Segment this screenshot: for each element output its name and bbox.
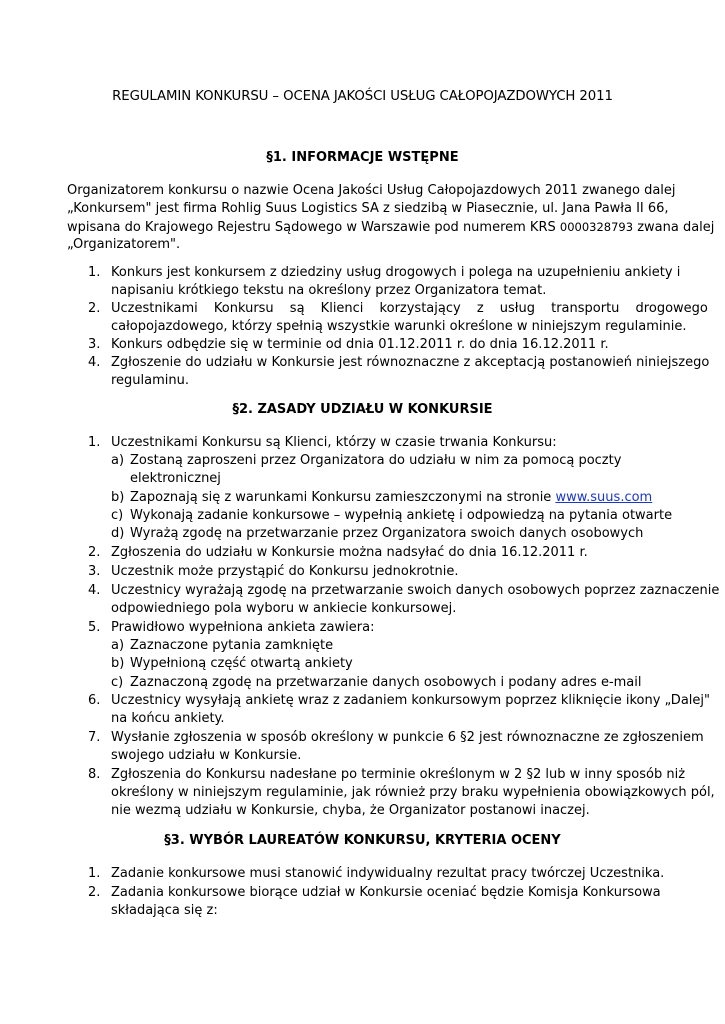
s2-item-6-line-2: na końcu ankiety. xyxy=(111,711,225,726)
s2-sub5-b-text: Wypełnioną część otwartą ankiety xyxy=(130,656,353,671)
s3-item-1-text: Zadanie konkursowe musi stanowić indywidualny rezultat pracy twórczej Uczestnika. xyxy=(111,866,665,881)
s2-item-7-line-1: Wysłanie zgłoszenia w sposób określony w punkcie 6 §2 jest równoznaczne ze zgłoszeniem xyxy=(111,730,704,745)
s2-item-5-number: 5. xyxy=(88,620,101,635)
s3-item-2-number: 2. xyxy=(88,885,101,900)
intro-line-4: „Organizatorem". xyxy=(67,237,181,252)
s2-item-8-line-2: określony w niniejszym regulaminie, jak również przy braku wypełnienia obowiązkowych pól, xyxy=(111,785,715,800)
s1-item-4-line-2: regulaminu. xyxy=(111,373,190,388)
s2-sub-b-text: Zapoznają się z warunkami Konkursu zamieszczonymi na stronie www.suus.com xyxy=(130,490,653,505)
s3-item-1-number: 1. xyxy=(88,866,101,881)
s2-item-6-number: 6. xyxy=(88,693,101,708)
s2-sub-d-text: Wyrażą zgodę na przetwarzanie przez Organizatora swoich danych osobowych xyxy=(130,526,644,541)
s2-sub-c-letter: c) xyxy=(111,508,124,523)
s1-item-3-line-1: Konkurs odbędzie się w terminie od dnia 01.12.2011 r. do dnia 16.12.2011 r. xyxy=(111,337,609,352)
s2-sub-a-letter: a) xyxy=(111,453,125,468)
s2-item-4-number: 4. xyxy=(88,583,101,598)
suus-website-link[interactable]: www.suus.com xyxy=(555,490,653,505)
s2-item-8-line-3: nie wezmą udziału w Konkursie, chyba, że Organizator postanowi inaczej. xyxy=(111,803,590,818)
s2-sub-a-line-1: Zostaną zaproszeni przez Organizatora do udziału w nim za pomocą poczty xyxy=(130,453,622,468)
s2-item-7-line-2: swojego udziału w Konkursie. xyxy=(111,748,302,763)
s1-item-4-number: 4. xyxy=(88,355,101,370)
intro-line-3: wpisana do Krajowego Rejestru Sądowego w Warszawie pod numerem KRS 0000328793 zwana dalej xyxy=(67,220,715,235)
s1-item-3-number: 3. xyxy=(88,337,101,352)
s2-sub-d-letter: d) xyxy=(111,526,125,541)
s2-item-5-text: Prawidłowo wypełniona ankieta zawiera: xyxy=(111,620,375,635)
s2-item-8-line-1: Zgłoszenia do Konkursu nadesłane po terminie określonym w 2 §2 lub w inny sposób niż xyxy=(111,767,686,782)
s1-item-1-line-2: napisaniu krótkiego tekstu na określony przez Organizatora temat. xyxy=(111,283,547,298)
s3-item-2-line-1: Zadania konkursowe biorące udział w Konkursie oceniać będzie Komisja Konkursowa xyxy=(111,885,661,900)
s3-item-2-line-2: składająca się z: xyxy=(111,903,218,918)
s2-item-1-text: Uczestnikami Konkursu są Klienci, którzy w czasie trwania Konkursu: xyxy=(111,435,557,450)
s2-item-4-line-1: Uczestnicy wyrażają zgodę na przetwarzanie swoich danych osobowych poprzez zaznaczenie xyxy=(111,583,720,598)
s1-item-2-line-1: Uczestnikami Konkursu są Klienci korzystający z usług transportu drogowego xyxy=(111,301,708,316)
s2-sub5-a-letter: a) xyxy=(111,638,125,653)
s2-sub5-c-letter: c) xyxy=(111,675,124,690)
s2-item-2-text: Zgłoszenia do udziału w Konkursie można nadsyłać do dnia 16.12.2011 r. xyxy=(111,545,588,560)
s2-item-7-number: 7. xyxy=(88,730,101,745)
s2-sub-b-letter: b) xyxy=(111,490,125,505)
intro-line-2: „Konkursem" jest firma Rohlig Suus Logistics SA z siedzibą w Piasecznie, ul. Jana Pawła II 66, xyxy=(67,201,669,216)
s1-item-1-number: 1. xyxy=(88,265,101,280)
s1-item-2-number: 2. xyxy=(88,301,101,316)
s1-item-4-line-1: Zgłoszenie do udziału w Konkursie jest równoznaczne z akceptacją postanowień niniejszego xyxy=(111,355,710,370)
s2-item-8-number: 8. xyxy=(88,767,101,782)
s2-item-6-line-1: Uczestnicy wysyłają ankietę wraz z zadaniem konkursowym poprzez kliknięcie ikony „Dalej" xyxy=(111,693,710,708)
s2-item-2-number: 2. xyxy=(88,545,101,560)
s2-sub5-b-letter: b) xyxy=(111,656,125,671)
intro-line-1: Organizatorem konkursu o nazwie Ocena Jakości Usług Całopojazdowych 2011 zwanego dalej xyxy=(67,183,676,198)
s2-sub-c-text: Wykonają zadanie konkursowe – wypełnią ankietę i odpowiedzą na pytania otwarte xyxy=(130,508,673,523)
section3-heading: §3. WYBÓR LAUREATÓW KONKURSU, KRYTERIA OCENY xyxy=(164,833,561,848)
s2-sub5-c-text: Zaznaczoną zgodę na przetwarzanie danych osobowych i podany adres e-mail xyxy=(130,675,642,690)
s1-item-2-line-2: całopojazdowego, którzy spełnią wszystkie warunki określone w niniejszym regulaminie. xyxy=(111,319,687,334)
section1-heading: §1. INFORMACJE WSTĘPNE xyxy=(266,150,459,165)
s2-item-3-number: 3. xyxy=(88,564,101,579)
s2-item-4-line-2: odpowiedniego pola wyboru w ankiecie konkursowej. xyxy=(111,601,457,616)
s1-item-1-line-1: Konkurs jest konkursem z dziedziny usług drogowych i polega na uzupełnieniu ankiety i xyxy=(111,265,681,280)
s2-item-3-text: Uczestnik może przystąpić do Konkursu jednokrotnie. xyxy=(111,564,459,579)
s2-sub-a-line-2: elektronicznej xyxy=(130,471,221,486)
s2-item-1-number: 1. xyxy=(88,435,101,450)
s2-sub5-a-text: Zaznaczone pytania zamknięte xyxy=(130,638,334,653)
krs-number: 0000328793 xyxy=(559,220,634,234)
document-title: REGULAMIN KONKURSU – OCENA JAKOŚCI USŁUG CAŁOPOJAZDOWYCH 2011 xyxy=(112,89,613,104)
section2-heading: §2. ZASADY UDZIAŁU W KONKURSIE xyxy=(232,402,493,417)
